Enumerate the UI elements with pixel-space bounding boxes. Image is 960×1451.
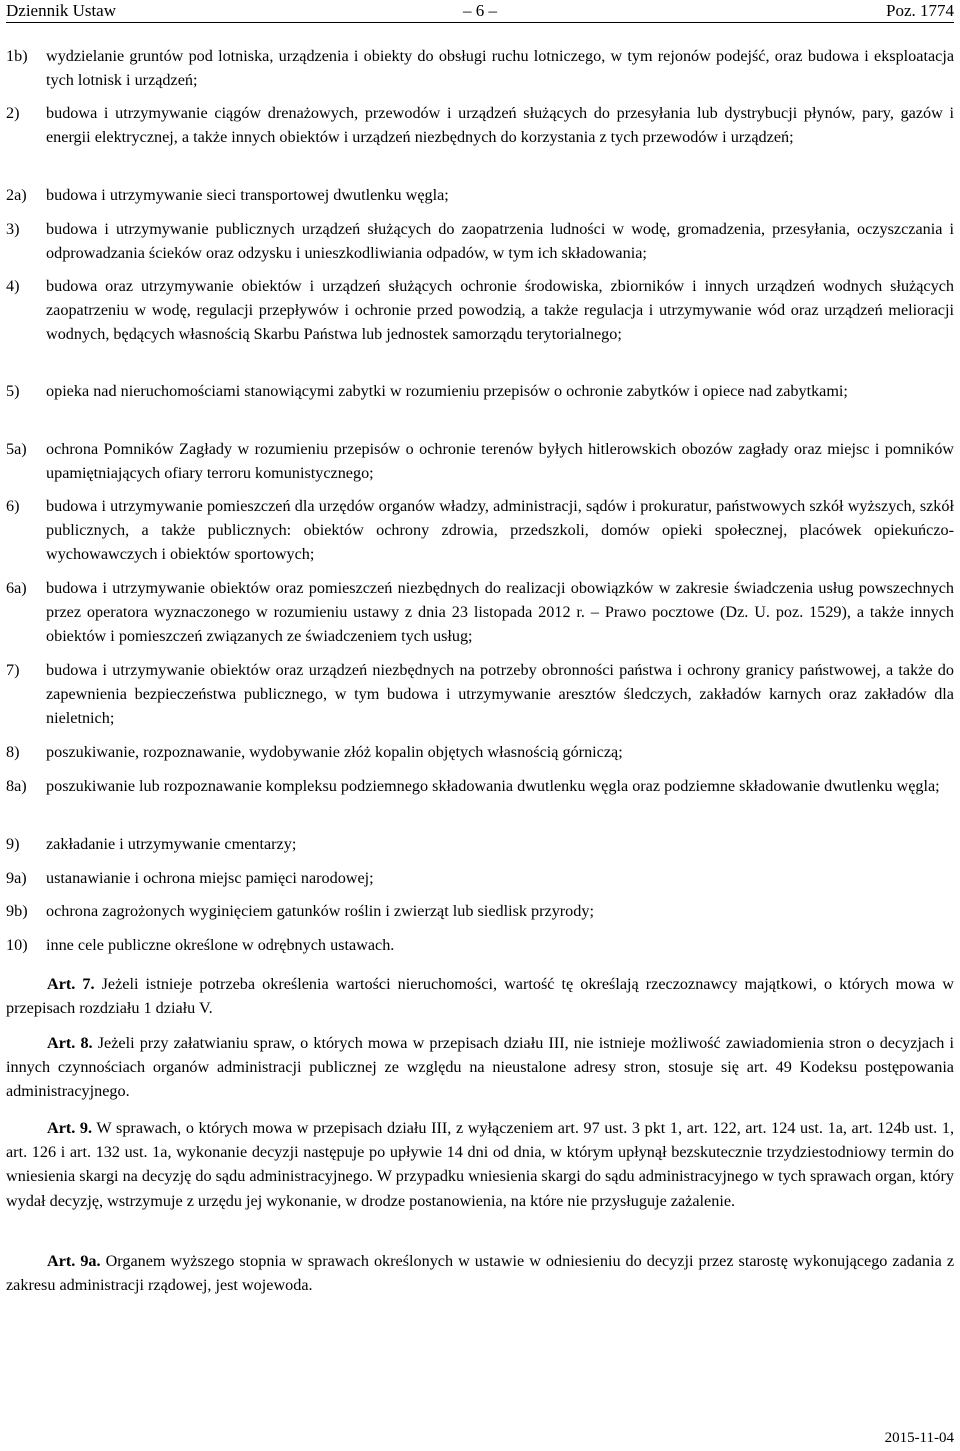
item-text: budowa i utrzymywanie publicznych urządzeń służących do zaopatrzenia ludności w wodę, gromadzenia, przesyłania, oczyszczania i odprowadzania ścieków oraz odzysku i unieszkodliwiania odpadów, w tym ich składowania; [46,220,954,263]
item-text: budowa i utrzymywanie obiektów oraz urządzeń niezbędnych na potrzeby obronności państwa i ochrony granicy państwowej, a także do zapewnienia bezpieczeństwa publicznego, w tym budowa i utrzymywanie aresztów śledczych, zakładów karnych oraz zakładów dla nieletnich; [46,661,954,728]
footer-date: 2015-11-04 [884,1430,954,1446]
item-number: 8a) [6,777,27,795]
list-item [6,576,954,649]
item-text: poszukiwanie lub rozpoznawanie kompleksu podziemnego składowania dwutlenku węgla oraz podziemne składowanie dwutlenku węgla; [46,777,940,795]
list-item [6,832,954,856]
item-text: wydzielanie gruntów pod lotniska, urządzenia i obiekty do obsługi ruchu lotniczego, w tym rejonów podejść, oraz budowa i eksploatacja tych lotnisk i urządzeń; [46,47,954,90]
article-text: Jeżeli przy załatwianiu spraw, o których mowa w przepisach działu III, nie istnieje możliwość zawiadomienia stron o decyzjach i innych czynnościach organów administracji publicznej ze względu na nieustalone adresy stron, stosuje się art. 49 Kodeksu postępowania administracyjnego. [6,1034,955,1101]
item-text: ochrona zagrożonych wyginięciem gatunków roślin i zwierząt lub siedlisk przyrody; [46,902,594,920]
item-text: budowa i utrzymywanie sieci transportowej dwutlenku węgla; [46,186,449,204]
article-paragraph [6,972,954,1020]
article-paragraph [6,1249,954,1297]
list-item [6,774,954,798]
header-divider [6,22,954,23]
list-item [6,740,954,764]
list-item [6,44,954,92]
item-number: 7) [6,661,20,679]
item-text: budowa oraz utrzymywanie obiektów i urządzeń służących ochronie środowiska, zbiorników i innych urządzeń wodnych służących zaopatrzeniu w wodę, regulacji przepływów i ochronie przed powodzią, a także regulacja i utrzymywanie wód oraz urządzeń melioracji wodnych, będących własnością Skarbu Państwa lub jednostek samorządu terytorialnego; [46,277,954,344]
item-number: 9) [6,835,20,853]
item-number: 2) [6,104,20,122]
article-label: Art. 7. [47,975,95,993]
article-label: Art. 8. [47,1034,93,1052]
article-text: Organem wyższego stopnia w sprawach określonych w ustawie w odniesieniu do decyzji przez starostę wykonującego zadania z zakresu administracji rządowej, jest wojewoda. [6,1252,955,1295]
item-text: opieka nad nieruchomościami stanowiącymi zabytki w rozumieniu przepisów o ochronie zabytków i opiece nad zabytkami; [46,382,848,400]
item-text: zakładanie i utrzymywanie cmentarzy; [46,835,297,853]
journal-name: Dziennik Ustaw [6,1,117,20]
list-item [6,437,954,485]
page-number: – 6 – [463,1,497,20]
item-number: 9b) [6,902,28,920]
list-item [6,183,954,207]
article-label: Art. 9. [47,1119,93,1137]
list-item [6,274,954,347]
article-paragraph [6,1031,954,1104]
item-text: budowa i utrzymywanie pomieszczeń dla urzędów organów władzy, administracji, sądów i prokuratur, państwowych szkół wyższych, szkół publicznych, a także publicznych: obiektów ochrony zdrowia, przedszkoli, domów opieki społecznej, placówek opiekuńczo-wychowawczych i obiektów sportowych; [46,497,954,564]
item-text: budowa i utrzymywanie obiektów oraz pomieszczeń niezbędnych do realizacji obowiązków w zakresie świadczenia usług powszechnych przez operatora wyznaczonego w rozumieniu ustawy z dnia 23 listopada 2012 r. – Prawo pocztowe (Dz. U. poz. 1529), a także innych obiektów i pomieszczeń związanych ze świadczeniem tych usług; [46,579,954,646]
item-number: 5a) [6,440,27,458]
item-number: 5) [6,382,20,400]
list-item [6,658,954,731]
list-item [6,101,954,149]
list-item [6,933,954,957]
item-number: 10) [6,936,28,954]
article-text: Jeżeli istnieje potrzeba określenia wartości nieruchomości, wartość tę określają rzeczoznawcy majątkowi, o których mowa w przepisach rozdziału 1 działu V. [6,975,954,1018]
item-text: ochrona Pomników Zagłady w rozumieniu przepisów o ochronie terenów byłych hitlerowskich obozów zagłady oraz miejsc i pomników upamiętniających ofiary terroru komunistycznego; [46,440,954,483]
item-text: budowa i utrzymywanie ciągów drenażowych, przewodów i urządzeń służących do przesyłania lub dystrybucji płynów, pary, gazów i energii elektrycznej, a także innych obiektów i urządzeń niezbędnych do korzystania z tych przewodów i urządzeń; [46,104,954,147]
item-number: 4) [6,277,20,295]
item-number: 8) [6,743,20,761]
article-paragraph [6,1116,954,1213]
list-item [6,217,954,265]
item-number: 3) [6,220,20,238]
list-item [6,866,954,890]
item-text: ustanawianie i ochrona miejsc pamięci narodowej; [46,869,374,887]
list-item [6,379,954,403]
item-number: 9a) [6,869,27,887]
position-number: Poz. 1774 [886,1,954,20]
item-number: 6a) [6,579,27,597]
article-text: W sprawach, o których mowa w przepisach działu III, z wyłączeniem art. 97 ust. 3 pkt 1, art. 122, art. 124 ust. 1a, art. 124b ust. 1, art. 126 i art. 132 ust. 1a, wykonanie decyzji następuje po upływie 14 dni od dnia, w którym upłynął bezskutecznie trzydziestodniowy termin do wniesienia skargi na decyzję do sądu administracyjnego. W przypadku wniesienia skargi do sądu administracyjnego w tych sprawach organ, który wydał decyzję, wstrzymuje z urzędu jej wykonanie, w drodze postanowienia, na które nie przysługuje zażalenie. [6,1119,954,1210]
article-label: Art. 9a. [47,1252,101,1270]
item-text: poszukiwanie, rozpoznawanie, wydobywanie złóż kopalin objętych własnością górniczą; [46,743,623,761]
list-item [6,899,954,923]
item-number: 6) [6,497,20,515]
item-number: 1b) [6,47,28,65]
item-number: 2a) [6,186,27,204]
list-item [6,494,954,567]
item-text: inne cele publiczne określone w odrębnych ustawach. [46,936,395,954]
